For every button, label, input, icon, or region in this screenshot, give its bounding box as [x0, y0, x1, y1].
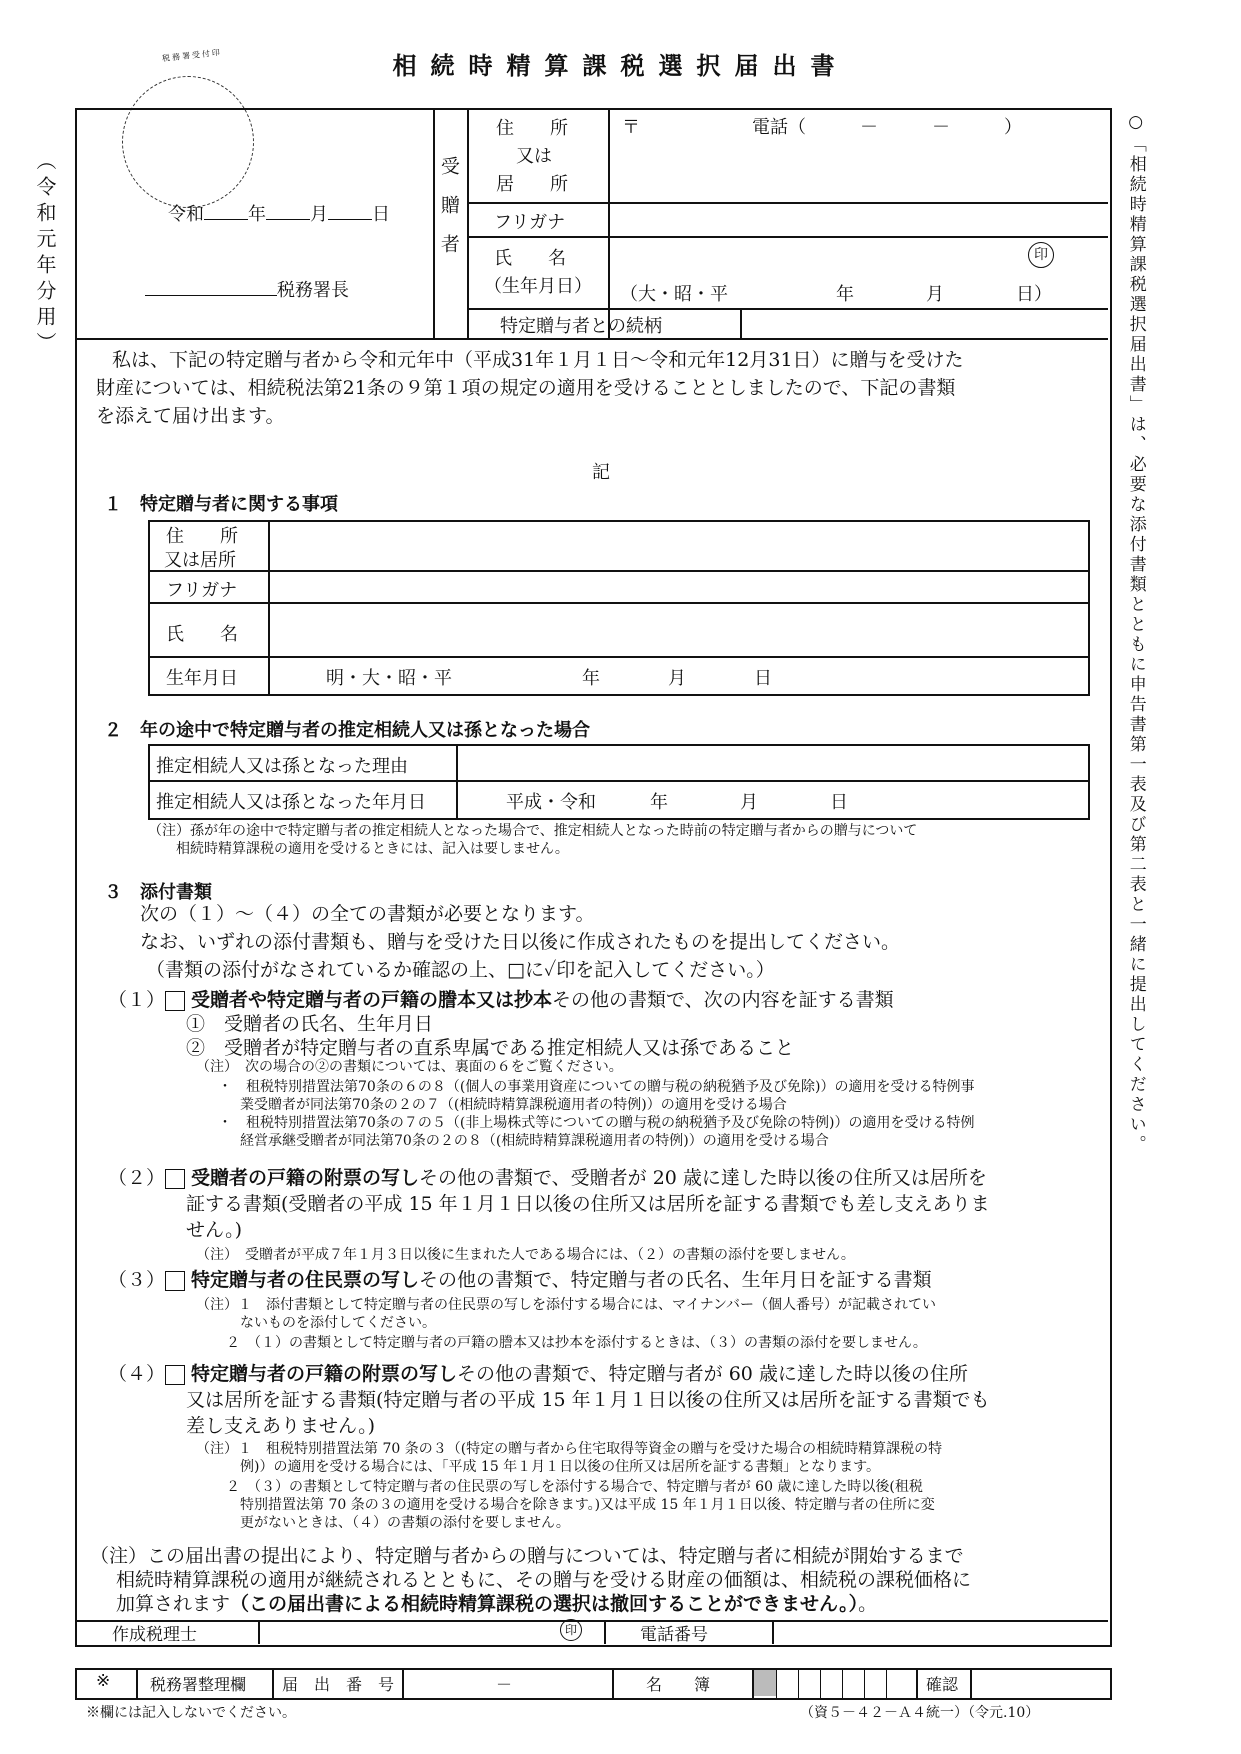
item4-note-2c: 更がないときは、（４）の書類の添付を要しません。 [240, 1515, 570, 1531]
item2-line-3: せん。) [186, 1219, 243, 1241]
divider [467, 108, 469, 338]
name-label-2: （生年月日） [484, 276, 592, 297]
relation-label: 特定贈与者との続柄 [500, 316, 662, 337]
donor-dob-day: 日 [754, 668, 772, 689]
item2-note: （注） 受贈者が平成７年１月３日以後に生まれた人である場合には、（２）の書類の添付を要しません。 [196, 1247, 855, 1263]
date-month-label: 月 [310, 204, 328, 225]
divider [467, 308, 1108, 310]
address-label-3: 居 所 [496, 174, 568, 195]
preparer-label: 作成税理士 [112, 1625, 197, 1645]
section1-table [148, 520, 1090, 696]
item3-note-1: （注）１ 添付書類として特定贈与者の住民票の写しを添付する場合には、マイナンバー（個人番号）が記載されてい [196, 1297, 937, 1313]
item2-row [108, 1164, 987, 1193]
final-note-line-2: 相続時精算課税の適用が継続されるとともに、その贈与を受ける財産の価額は、相続税の課税価格に [116, 1569, 972, 1591]
donor-dob-era[interactable]: 明・大・昭・平 [326, 668, 452, 689]
donor-address-label-1: 住 所 [166, 526, 238, 547]
item2-checkbox[interactable] [165, 1169, 185, 1189]
item3-rest: その他の書類で、特定贈与者の氏名、生年月日を証する書類 [419, 1269, 932, 1291]
item4-rest: その他の書類で、特定贈与者が 60 歳に達した時以後の住所 [457, 1363, 968, 1385]
section3-line-2: なお、いずれの添付書類も、贈与を受けた日以後に作成されたものを提出してください。 [140, 931, 901, 953]
date-became-label: 推定相続人又は孫となった年月日 [156, 792, 426, 813]
divider [75, 338, 1108, 340]
section2-note-1: （注）孫が年の途中で特定贈与者の推定相続人となった場合で、推定相続人となった時前の特定贈与者からの贈与について [148, 823, 918, 839]
recipient-dob-field[interactable]: （大・昭・平 年 月 日） [620, 284, 1052, 305]
date-became-field[interactable]: 平成・令和 年 月 日 [506, 792, 848, 813]
postal-mark: 〒 [622, 117, 640, 138]
seal-icon: 印 [1028, 242, 1054, 268]
register-shaded-cell [754, 1670, 776, 1696]
tax-office-field[interactable] [145, 276, 349, 302]
item3-note-1b: ないものを添付してください。 [240, 1315, 436, 1331]
phone-field[interactable]: 電話（ － － ） [752, 117, 1022, 138]
item1-note-2b: 経営承継受贈者が同法第70条の２の８（(相続時精算課税適用者の特例)）の適用を受ける場合 [240, 1133, 829, 1149]
date-day-label: 日 [372, 204, 390, 225]
donor-dob-year: 年 [582, 668, 600, 689]
section3-line-3: （書類の添付がなされているか確認の上、□に✓印を記入してください。） [146, 959, 775, 981]
item2-bold: 受贈者の戸籍の附票の写し [191, 1167, 420, 1189]
divider [740, 308, 742, 338]
confirm-label: 確認 [926, 1675, 959, 1694]
intro-line-1: 私は、下記の特定贈与者から令和元年中（平成31年１月１日～令和元年12月31日）に贈与を受けた [112, 349, 964, 371]
item4-note-1b: 例)）の適用を受ける場合には、「平成 15 年１月１日以後の住所又は居所を証する書類」となります。 [240, 1459, 881, 1475]
item1-note-0: （注） 次の場合の②の書類については、裏面の６をご覧ください。 [196, 1059, 623, 1075]
donor-address-label-2: 又は居所 [164, 550, 236, 571]
final-note-bold: （この届出書による相続時精算課税の選択は撤回することができません。） [230, 1593, 859, 1615]
office-column-label: 税務署整理欄 [150, 1675, 247, 1694]
item1-rest: その他の書類で、次の内容を証する書類 [552, 989, 894, 1011]
form-code: （資５－４２－Ａ４統一）（令元.10） [800, 1705, 1040, 1721]
item2-line-2: 証する書類(受贈者の平成 15 年１月１日以後の住所又は居所を証する書類でも差し支えありま [186, 1193, 990, 1215]
tax-office-suffix: 税務署長 [277, 280, 349, 301]
item3-checkbox[interactable] [165, 1271, 185, 1291]
item1-checkbox[interactable] [165, 991, 185, 1011]
name-label-1: 氏 名 [494, 248, 566, 269]
reason-label: 推定相続人又は孫となった理由 [156, 756, 408, 777]
preparer-seal-icon: 印 [560, 1619, 582, 1641]
furigana-label: フリガナ [494, 212, 566, 233]
item1-note-1: ・ 租税特別措置法第70条の６の８（(個人の事業用資産についての贈与税の納税猶予及び免除)）の適用を受ける特例事 [218, 1079, 975, 1095]
final-note-line-3 [116, 1590, 877, 1619]
item3-bold: 特定贈与者の住民票の写し [191, 1269, 420, 1291]
phone-label: 電話番号 [640, 1625, 708, 1645]
register-label: 名 簿 [646, 1675, 711, 1694]
filing-number-dash: － [496, 1675, 513, 1694]
section3-heading: ３ 添付書類 [104, 882, 212, 903]
donor-dob-month: 月 [668, 668, 686, 689]
donor-furigana-label: フリガナ [166, 580, 238, 601]
right-instruction-vertical: ○「相続時精算課税選択届出書」は、必要な添付書類とともに申告書第一表及び第二表と一緒に提出してください。 [1125, 112, 1146, 1155]
ki-label: 記 [592, 462, 610, 483]
item4-note-2b: 特別措置法第 70 条の３の適用を受ける場合を除きます。)又は平成 15 年１月１日以後、特定贈与者の住所に変 [240, 1497, 935, 1513]
date-field[interactable] [168, 200, 390, 226]
footer-note: ※欄には記入しないでください。 [86, 1705, 296, 1721]
address-label-2: 又は [516, 146, 552, 167]
item4-number: （４） [108, 1363, 166, 1385]
item1-note-1b: 業受贈者が同法第70条の２の７（(相続時精算課税適用者の特例)）の適用を受ける場合 [240, 1097, 787, 1113]
address-label-1: 住 所 [496, 118, 568, 139]
donor-name-label: 氏 名 [166, 624, 238, 645]
final-note-text: 加算されます [116, 1593, 231, 1615]
page-title: 相続時精算課税選択届出書 [392, 51, 849, 80]
divider [608, 108, 610, 338]
item1-b: ② 受贈者が特定贈与者の直系卑属である推定相続人又は孫であること [186, 1037, 795, 1059]
date-era: 令和 [168, 204, 204, 225]
section2-note-2: 相続時精算課税の適用を受けるときには、記入は要しません。 [176, 841, 569, 857]
item1-a: ① 受贈者の氏名、生年月日 [186, 1013, 434, 1035]
item4-note-1: （注）１ 租税特別措置法第 70 条の３（(特定の贈与者から住宅取得等資金の贈与を受けた場合の相続時精算課税の特 [196, 1441, 943, 1457]
item4-row [108, 1360, 968, 1389]
asterisk-mark: ※ [96, 1671, 111, 1691]
section2-heading: ２ 年の途中で特定贈与者の推定相続人又は孫となった場合 [104, 720, 590, 741]
item3-row [108, 1266, 932, 1295]
item1-number: （１） [108, 989, 166, 1011]
divider [467, 202, 1108, 204]
item4-line-3: 差し支えありません。) [186, 1415, 376, 1437]
item2-rest: その他の書類で、受贈者が 20 歳に達した時以後の住所又は居所を [419, 1167, 987, 1189]
stamp-label: 税務署受付印 [161, 47, 223, 64]
item3-note-2: ２ （１）の書類として特定贈与者の戸籍の謄本又は抄本を添付するときは、（３）の書類の添付を要しません。 [226, 1335, 927, 1351]
item1-bold: 受贈者や特定贈与者の戸籍の謄本又は抄本 [191, 989, 553, 1011]
item4-line-2: 又は居所を証する書類(特定贈与者の平成 15 年１月１日以後の住所又は居所を証する書類でも [186, 1389, 990, 1411]
intro-line-2: 財産については、相続税法第21条の９第１項の規定の適用を受けることとしましたので、下記の書類 [96, 377, 956, 399]
section3-line-1: 次の（１）～（４）の全ての書類が必要となります。 [140, 903, 595, 925]
date-year-label: 年 [248, 204, 266, 225]
item3-number: （３） [108, 1269, 166, 1291]
filing-number-label: 届 出 番 号 [282, 1675, 395, 1694]
section1-heading: １ 特定贈与者に関する事項 [104, 494, 338, 515]
item4-bold: 特定贈与者の戸籍の附票の写し [191, 1363, 458, 1385]
year-label-vertical: （令和元年分用） [33, 150, 57, 358]
intro-line-3: を添えて届け出ます。 [96, 405, 285, 427]
final-note-line-1: （注）この届出書の提出により、特定贈与者からの贈与については、特定贈与者に相続が開始するまで [90, 1545, 964, 1567]
item2-number: （２） [108, 1167, 166, 1189]
final-note-period: 。 [858, 1593, 878, 1615]
item4-note-2: ２ （３）の書類として特定贈与者の住民票の写しを添付する場合で、特定贈与者が 60 歳に達した時以後(租税 [226, 1479, 923, 1495]
item1-note-2: ・ 租税特別措置法第70条の７の５（(非上場株式等についての贈与税の納税猶予及び免除の特例)）の適用を受ける特例 [218, 1115, 975, 1131]
divider [433, 108, 435, 338]
item4-checkbox[interactable] [165, 1365, 185, 1385]
divider [467, 236, 1108, 238]
recipient-label: 受贈者 [437, 156, 460, 273]
donor-dob-label: 生年月日 [166, 668, 238, 689]
